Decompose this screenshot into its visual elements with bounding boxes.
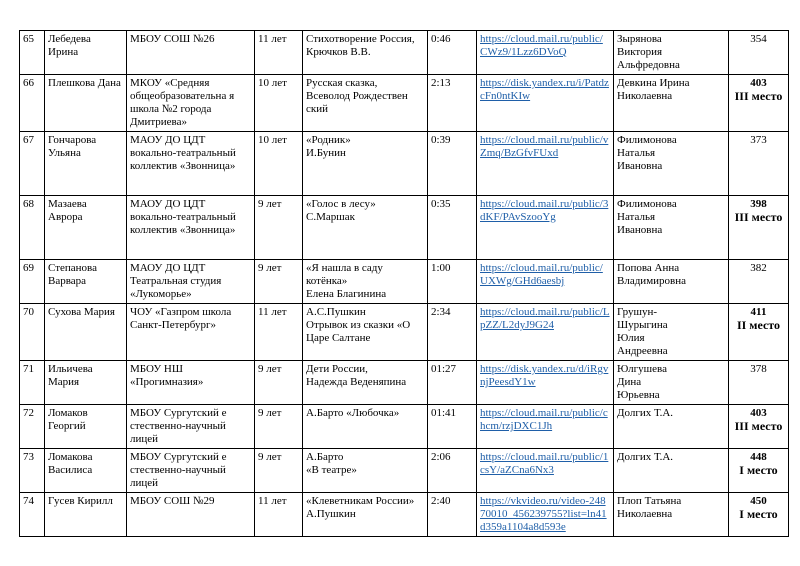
video-link-cell <box>477 449 614 493</box>
score-cell <box>729 304 789 361</box>
age-text: 11 лет <box>258 306 287 318</box>
work-title-cell <box>303 260 428 304</box>
participant-name-cell <box>45 132 127 196</box>
work-title-cell <box>303 132 428 196</box>
score-value: 403 <box>750 77 767 89</box>
work-title-text: А.Барто «Любочка» <box>306 407 400 419</box>
table-row <box>20 132 789 196</box>
score-value: 382 <box>750 262 767 274</box>
teacher-cell <box>614 449 729 493</box>
school-cell <box>127 31 255 75</box>
score-cell <box>729 405 789 449</box>
school-cell <box>127 260 255 304</box>
score-value: 373 <box>750 134 767 146</box>
table-body <box>20 31 789 537</box>
work-title-cell <box>303 449 428 493</box>
score-cell <box>729 361 789 405</box>
age-cell <box>255 361 303 405</box>
video-link-cell <box>477 493 614 537</box>
video-link[interactable]: https://disk.yandex.ru/i/PatdzcFn0ntKIw <box>480 77 609 102</box>
teacher-text: Филимонова Наталья Ивановна <box>617 134 677 172</box>
score-value: 398 <box>750 198 767 210</box>
duration-text: 0:35 <box>431 198 451 210</box>
duration-cell <box>428 361 477 405</box>
teacher-cell <box>614 75 729 132</box>
work-title-text: «Клеветникам России» А.Пушкин <box>306 495 415 520</box>
work-title-text: «Я нашла в саду котёнка» Елена Благинина <box>306 262 387 300</box>
participant-name-cell <box>45 75 127 132</box>
teacher-text: Долгих Т.А. <box>617 451 674 463</box>
school-cell <box>127 449 255 493</box>
age-cell <box>255 260 303 304</box>
score-cell <box>729 31 789 75</box>
age-cell <box>255 405 303 449</box>
video-link-cell <box>477 75 614 132</box>
age-text: 10 лет <box>258 134 287 146</box>
school-text: МАОУ ДО ЦДТ Театральная студия «Лукоморье» <box>130 262 222 300</box>
video-link[interactable]: https://cloud.mail.ru/public/CWz9/1Lzz6DVoQ <box>480 33 603 58</box>
place-award: III место <box>734 210 783 224</box>
table-row <box>20 405 789 449</box>
table-row <box>20 449 789 493</box>
school-cell <box>127 132 255 196</box>
teacher-cell <box>614 405 729 449</box>
participant-name-text: Сухова Мария <box>48 306 115 318</box>
school-text: МБОУ НШ «Прогимназия» <box>130 363 204 388</box>
teacher-text: Девкина Ирина Николаевна <box>617 77 690 102</box>
row-number-text: 72 <box>23 407 34 419</box>
work-title-cell <box>303 361 428 405</box>
place-award: III место <box>734 89 783 103</box>
school-text: МБОУ СОШ №29 <box>130 495 215 507</box>
school-text: ЧОУ «Газпром школа Санкт-Петербург» <box>130 306 232 331</box>
work-title-text: Дети России, Надежда Веденяпина <box>306 363 407 388</box>
place-award: I место <box>739 463 778 477</box>
school-cell <box>127 405 255 449</box>
teacher-text: Долгих Т.А. <box>617 407 674 419</box>
row-number-text: 73 <box>23 451 34 463</box>
row-number-cell <box>20 196 45 260</box>
school-cell <box>127 493 255 537</box>
duration-text: 0:46 <box>431 33 451 45</box>
age-cell <box>255 31 303 75</box>
school-text: МАОУ ДО ЦДТ вокально-театральный коллектив «Звонница» <box>130 198 236 236</box>
participant-name-cell <box>45 493 127 537</box>
table-row <box>20 75 789 132</box>
age-cell <box>255 196 303 260</box>
row-number-cell <box>20 260 45 304</box>
participant-name-text: Плешкова Дана <box>48 77 121 89</box>
table-row <box>20 361 789 405</box>
school-cell <box>127 304 255 361</box>
duration-cell <box>428 405 477 449</box>
work-title-cell <box>303 75 428 132</box>
score-cell <box>729 260 789 304</box>
duration-text: 2:13 <box>431 77 451 89</box>
table-row <box>20 260 789 304</box>
duration-cell <box>428 196 477 260</box>
row-number-text: 68 <box>23 198 34 210</box>
table-row <box>20 493 789 537</box>
score-cell <box>729 493 789 537</box>
work-title-text: А.Барто «В театре» <box>306 451 357 476</box>
teacher-cell <box>614 361 729 405</box>
teacher-cell <box>614 132 729 196</box>
school-text: МБОУ Сургутский е стественно-научный лицей <box>130 407 227 445</box>
participant-name-cell <box>45 304 127 361</box>
teacher-text: Юлгушева Дина Юрьевна <box>617 363 667 401</box>
age-cell <box>255 449 303 493</box>
age-text: 9 лет <box>258 407 282 419</box>
age-cell <box>255 132 303 196</box>
teacher-text: Зырянова Виктория Альфредовна <box>617 33 680 71</box>
work-title-text: Стихотворение Россия, Крючков В.В. <box>306 33 415 58</box>
teacher-text: Грушун- Шурыгина Юлия Андреевна <box>617 306 668 357</box>
row-number-cell <box>20 361 45 405</box>
participant-name-cell <box>45 196 127 260</box>
age-cell <box>255 304 303 361</box>
duration-text: 2:40 <box>431 495 451 507</box>
place-award: I место <box>739 507 778 521</box>
score-value: 448 <box>750 451 767 463</box>
place-award: III место <box>734 419 783 433</box>
duration-text: 2:34 <box>431 306 451 318</box>
duration-cell <box>428 132 477 196</box>
teacher-cell <box>614 493 729 537</box>
work-title-text: «Голос в лесу» С.Маршак <box>306 198 376 223</box>
row-number-cell <box>20 75 45 132</box>
age-text: 9 лет <box>258 363 282 375</box>
score-value: 354 <box>750 33 767 45</box>
video-link-cell <box>477 260 614 304</box>
score-value: 450 <box>750 495 767 507</box>
video-link[interactable]: https://cloud.mail.ru/public/chcm/rzjDXC1Jh <box>480 407 608 432</box>
duration-text: 2:06 <box>431 451 451 463</box>
teacher-cell <box>614 196 729 260</box>
school-cell <box>127 196 255 260</box>
score-cell <box>729 196 789 260</box>
row-number-text: 66 <box>23 77 34 89</box>
row-number-cell <box>20 304 45 361</box>
row-number-text: 71 <box>23 363 34 375</box>
school-cell <box>127 75 255 132</box>
duration-cell <box>428 260 477 304</box>
teacher-cell <box>614 304 729 361</box>
row-number-cell <box>20 405 45 449</box>
participant-name-text: Гусев Кирилл <box>48 495 113 507</box>
participant-name-cell <box>45 361 127 405</box>
duration-cell <box>428 304 477 361</box>
video-link[interactable]: https://cloud.mail.ru/public/UXWg/GHd6aesbj <box>480 262 603 287</box>
video-link-cell <box>477 304 614 361</box>
score-cell <box>729 132 789 196</box>
participant-name-cell <box>45 449 127 493</box>
video-link-cell <box>477 196 614 260</box>
work-title-cell <box>303 493 428 537</box>
work-title-cell <box>303 31 428 75</box>
duration-cell <box>428 449 477 493</box>
row-number-cell <box>20 493 45 537</box>
video-link-cell <box>477 405 614 449</box>
score-cell <box>729 449 789 493</box>
participant-name-text: Лебедева Ирина <box>48 33 91 58</box>
school-cell <box>127 361 255 405</box>
score-value: 411 <box>750 306 767 318</box>
place-award: II место <box>736 318 781 332</box>
teacher-text: Филимонова Наталья Ивановна <box>617 198 677 236</box>
age-text: 9 лет <box>258 451 282 463</box>
duration-cell <box>428 31 477 75</box>
row-number-text: 70 <box>23 306 34 318</box>
age-cell <box>255 493 303 537</box>
school-text: МАОУ ДО ЦДТ вокально-театральный коллектив «Звонница» <box>130 134 236 172</box>
score-cell <box>729 75 789 132</box>
participant-name-cell <box>45 260 127 304</box>
duration-text: 01:27 <box>431 363 457 375</box>
video-link-cell <box>477 361 614 405</box>
participant-name-text: Ильичева Мария <box>48 363 93 388</box>
row-number-text: 69 <box>23 262 34 274</box>
video-link[interactable]: https://disk.yandex.ru/d/iRgvnjPeesdY1w <box>480 363 609 388</box>
video-link[interactable]: https://cloud.mail.ru/public/vZmq/BzGfvFUxd <box>480 134 609 159</box>
row-number-cell <box>20 31 45 75</box>
row-number-text: 74 <box>23 495 34 507</box>
video-link[interactable]: https://vkvideo.ru/video-24870010_456239755?list=ln41d359a1104a8d593e <box>480 495 607 533</box>
row-number-text: 65 <box>23 33 34 45</box>
teacher-cell <box>614 31 729 75</box>
age-text: 11 лет <box>258 33 287 45</box>
row-number-cell <box>20 449 45 493</box>
teacher-cell <box>614 260 729 304</box>
video-link[interactable]: https://cloud.mail.ru/public/1csY/aZCna6Nx3 <box>480 451 609 476</box>
work-title-text: А.С.Пушкин Отрывок из сказки «О Царе Салтане <box>306 306 411 344</box>
video-link-cell <box>477 31 614 75</box>
work-title-text: «Родник» И.Бунин <box>306 134 351 159</box>
participant-name-cell <box>45 405 127 449</box>
work-title-text: Русская сказка, Всеволод Рождествен ский <box>306 77 408 115</box>
work-title-cell <box>303 405 428 449</box>
score-value: 378 <box>750 363 767 375</box>
table-row <box>20 196 789 260</box>
video-link[interactable]: https://cloud.mail.ru/public/LpZZ/L2dyJ9G24 <box>480 306 610 331</box>
participant-name-text: Гончарова Ульяна <box>48 134 97 159</box>
participant-name-text: Ломакова Василиса <box>48 451 93 476</box>
table-row <box>20 31 789 75</box>
row-number-text: 67 <box>23 134 34 146</box>
row-number-cell <box>20 132 45 196</box>
duration-text: 01:41 <box>431 407 457 419</box>
video-link[interactable]: https://cloud.mail.ru/public/3dKF/PAvSzooYg <box>480 198 609 223</box>
age-text: 10 лет <box>258 77 287 89</box>
duration-text: 1:00 <box>431 262 451 274</box>
video-link-cell <box>477 132 614 196</box>
score-value: 403 <box>750 407 767 419</box>
results-table <box>19 30 789 537</box>
age-text: 11 лет <box>258 495 287 507</box>
teacher-text: Плоп Татьяна Николаевна <box>617 495 682 520</box>
duration-cell <box>428 75 477 132</box>
school-text: МКОУ «Средняя общеобразовательна я школа №2 города Дмитриева» <box>130 77 235 128</box>
participant-name-text: Мазаева Аврора <box>48 198 87 223</box>
age-text: 9 лет <box>258 262 282 274</box>
work-title-cell <box>303 196 428 260</box>
participant-name-text: Ломаков Георгий <box>48 407 88 432</box>
school-text: МБОУ СОШ №26 <box>130 33 215 45</box>
school-text: МБОУ Сургутский е стественно-научный лицей <box>130 451 227 489</box>
participant-name-text: Степанова Варвара <box>48 262 97 287</box>
participant-name-cell <box>45 31 127 75</box>
duration-text: 0:39 <box>431 134 451 146</box>
work-title-cell <box>303 304 428 361</box>
age-cell <box>255 75 303 132</box>
table-row <box>20 304 789 361</box>
duration-cell <box>428 493 477 537</box>
teacher-text: Попова Анна Владимировна <box>617 262 687 287</box>
age-text: 9 лет <box>258 198 282 210</box>
